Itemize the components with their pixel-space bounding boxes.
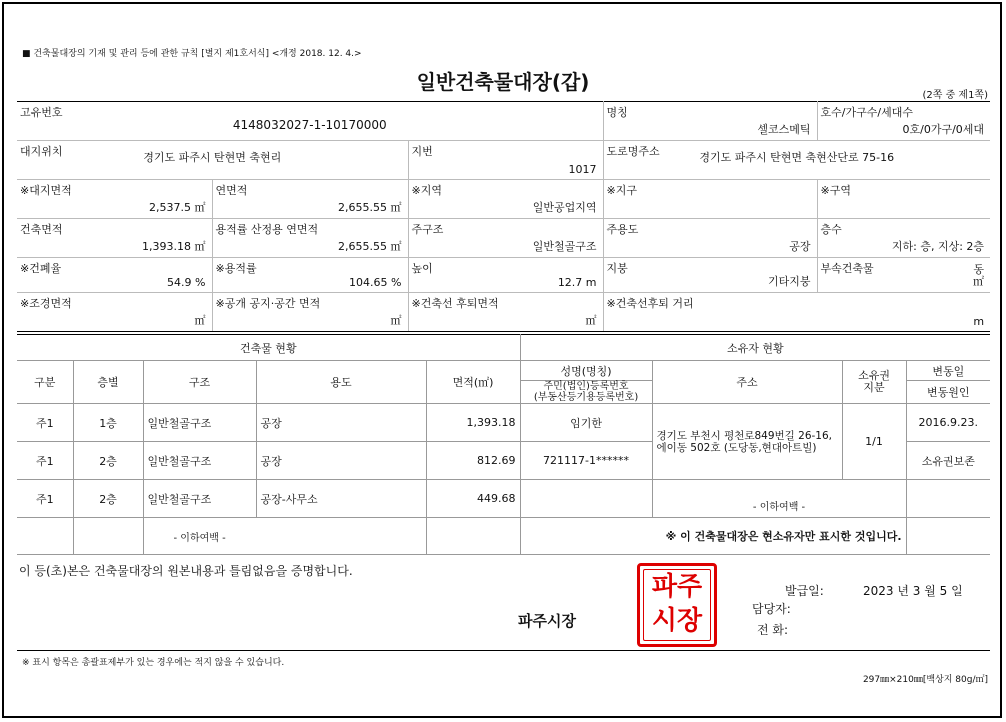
seal-line1: 파주 bbox=[651, 572, 703, 602]
units-cell bbox=[817, 102, 990, 141]
change-date-header: 변동일 bbox=[906, 361, 990, 381]
floors-value: 지하: 층, 지상: 2층 bbox=[891, 240, 985, 253]
change-reason-header: 변동원인 bbox=[906, 381, 990, 404]
annex-count: 동 bbox=[973, 263, 985, 276]
landscape-value: ㎡ bbox=[194, 314, 206, 327]
owner-id-header bbox=[520, 381, 652, 404]
page-title: 일반건축물대장(갑) bbox=[416, 70, 590, 94]
owner-share: 1/1 bbox=[842, 404, 906, 480]
annex-area: ㎡ bbox=[973, 275, 985, 288]
far-area-value: 2,655.55 ㎡ bbox=[338, 240, 402, 253]
setback-area-value: ㎡ bbox=[585, 314, 597, 327]
use-label: 주용도 bbox=[606, 223, 639, 236]
table-row bbox=[17, 404, 990, 442]
owner-notice: ※ 이 건축물대장은 현소유자만 표시한 것입니다. bbox=[520, 518, 906, 555]
building-area-cell bbox=[17, 219, 212, 258]
page-info: (2쪽 중 제1쪽) bbox=[922, 90, 988, 101]
name-cell bbox=[603, 102, 817, 141]
far-area-cell bbox=[212, 219, 408, 258]
site-cell bbox=[17, 141, 408, 180]
height-cell bbox=[408, 258, 603, 293]
share-header-line1: 소유권 bbox=[858, 369, 890, 382]
far-value: 104.65 % bbox=[349, 276, 402, 289]
row2-type: 주1 bbox=[17, 442, 73, 480]
district-cell bbox=[603, 180, 817, 219]
floor-area-value: 2,655.55 ㎡ bbox=[338, 201, 402, 214]
issuer-name: 파주시장 bbox=[518, 612, 576, 630]
owner-change-reason: 소유권보존 bbox=[906, 442, 990, 480]
row1-use: 공장 bbox=[256, 404, 426, 442]
open-space-value: ㎡ bbox=[390, 314, 402, 327]
empty-cell bbox=[17, 518, 73, 555]
use-value: 공장 bbox=[789, 240, 811, 253]
structure-label: 주구조 bbox=[411, 223, 444, 236]
height-value: 12.7 m bbox=[557, 276, 597, 289]
land-area-label: ※대지면적 bbox=[20, 184, 72, 197]
col-use-header: 용도 bbox=[256, 361, 426, 404]
empty-cell bbox=[426, 518, 520, 555]
site-label: 대지위치 bbox=[20, 145, 63, 158]
building-area-value: 1,393.18 ㎡ bbox=[142, 240, 206, 253]
owner-address-header: 주소 bbox=[652, 361, 842, 404]
row1-area: 1,393.18 bbox=[426, 404, 520, 442]
bcr-cell bbox=[17, 258, 212, 293]
far-cell bbox=[212, 258, 408, 293]
empty-cell bbox=[906, 518, 990, 555]
row3-structure: 일반철골구조 bbox=[143, 480, 256, 518]
district-label: ※지구 bbox=[606, 184, 637, 197]
height-label: 높이 bbox=[411, 262, 433, 275]
road-value: 경기도 파주시 탄현면 축현산단로 75-16 bbox=[699, 151, 895, 164]
col-structure-header: 구조 bbox=[143, 361, 256, 404]
units-label: 호수/가구수/세대수 bbox=[820, 106, 913, 119]
owner-status-header: 소유자 현황 bbox=[520, 335, 990, 361]
row1-type: 주1 bbox=[17, 404, 73, 442]
bcr-value: 54.9 % bbox=[167, 276, 206, 289]
issue-date-value: 2023 년 3 월 5 일 bbox=[863, 584, 963, 598]
row2-structure: 일반철골구조 bbox=[143, 442, 256, 480]
seal-line2: 시장 bbox=[651, 606, 703, 636]
row3-area: 449.68 bbox=[426, 480, 520, 518]
setback-area-cell bbox=[408, 293, 603, 332]
far-label: ※용적률 bbox=[215, 262, 257, 275]
land-area-value: 2,537.5 ㎡ bbox=[149, 201, 206, 214]
empty-cell bbox=[73, 518, 143, 555]
unique-no-label: 고유번호 bbox=[20, 106, 63, 119]
setback-dist-value: m bbox=[973, 315, 985, 328]
unique-no-cell bbox=[17, 102, 603, 141]
floors-cell bbox=[817, 219, 990, 258]
footer-note: ※ 표시 항목은 총괄표제부가 있는 경우에는 적지 않을 수 있습니다. bbox=[22, 658, 285, 668]
certification-text: 이 등(초)본은 건축물대장의 원본내용과 틀림없음을 증명합니다. bbox=[19, 564, 353, 578]
id-header-line2: (부동산등기용등록번호) bbox=[533, 392, 639, 403]
region-label: ※지역 bbox=[411, 184, 442, 197]
region-value: 일반공업지역 bbox=[532, 201, 597, 214]
bcr-label: ※건폐율 bbox=[20, 262, 62, 275]
site-value: 경기도 파주시 탄현면 축현리 bbox=[143, 151, 282, 164]
structure-cell bbox=[408, 219, 603, 258]
id-header-line1: 주민(법인)등록번호 bbox=[543, 381, 629, 392]
row3-type: 주1 bbox=[17, 480, 73, 518]
setback-area-label: ※건축선 후퇴면적 bbox=[411, 297, 499, 310]
floor-area-label: 연면적 bbox=[215, 184, 248, 197]
roof-value: 기타지붕 bbox=[768, 275, 811, 288]
building-end-mark: - 이하여백 - bbox=[143, 518, 426, 555]
col-type-header: 구분 bbox=[17, 361, 73, 404]
building-area-label: 건축면적 bbox=[20, 223, 63, 236]
roof-label: 지붕 bbox=[606, 262, 628, 275]
setback-dist-label: ※건축선후퇴 거리 bbox=[606, 297, 694, 310]
unique-no-value: 4148032027-1-10170000 bbox=[232, 118, 387, 132]
landscape-cell bbox=[17, 293, 212, 332]
owner-name-header: 성명(명칭) bbox=[520, 361, 652, 381]
building-status-header: 건축물 현황 bbox=[17, 335, 520, 361]
structure-value: 일반철골구조 bbox=[532, 240, 597, 253]
floor-area-cell bbox=[212, 180, 408, 219]
seal-inner bbox=[643, 569, 711, 641]
name-value: 셀코스메틱 bbox=[757, 123, 811, 136]
roof-cell bbox=[603, 258, 817, 293]
owner-id: 721117-1****** bbox=[520, 442, 652, 480]
zone-label: ※구역 bbox=[820, 184, 851, 197]
owner-address: 경기도 부천시 평천로849번길 26-16, 에이동 502호 (도당동,현대아트빌) bbox=[652, 404, 842, 480]
issue-date-label: 발급일: bbox=[785, 584, 824, 598]
floors-label: 층수 bbox=[820, 223, 842, 236]
setback-dist-cell bbox=[603, 293, 990, 332]
owner-change-date: 2016.9.23. bbox=[906, 404, 990, 442]
zone-cell bbox=[817, 180, 990, 219]
open-space-label: ※공개 공지·공간 면적 bbox=[215, 297, 321, 310]
official-seal-image bbox=[637, 563, 717, 647]
annex-label: 부속건축물 bbox=[820, 262, 874, 275]
use-cell bbox=[603, 219, 817, 258]
lot-label: 지번 bbox=[411, 145, 433, 158]
table-row bbox=[17, 480, 990, 518]
units-value: 0호/0가구/0세대 bbox=[902, 123, 985, 136]
footer-divider bbox=[17, 650, 990, 651]
paper-spec: 297㎜×210㎜[백상지 80g/㎡] bbox=[862, 675, 988, 685]
far-area-label: 용적률 산정용 연면적 bbox=[215, 223, 319, 236]
land-area-cell bbox=[17, 180, 212, 219]
row1-structure: 일반철골구조 bbox=[143, 404, 256, 442]
region-cell bbox=[408, 180, 603, 219]
row2-area: 812.69 bbox=[426, 442, 520, 480]
row2-use: 공장 bbox=[256, 442, 426, 480]
owner-empty-cell bbox=[520, 480, 652, 518]
owner-share-header bbox=[842, 361, 906, 404]
regulation-text: ■ 건축물대장의 기재 및 관리 등에 관한 규칙 [별지 제1호서식] <개정 2018. 12. 4.> bbox=[22, 49, 362, 59]
annex-cell bbox=[817, 258, 990, 293]
row3-use: 공장-사무소 bbox=[256, 480, 426, 518]
lot-cell bbox=[408, 141, 603, 180]
col-area-header: 면적(㎡) bbox=[426, 361, 520, 404]
owner-end-mark: - 이하여백 - bbox=[652, 480, 906, 518]
row3-floor: 2층 bbox=[73, 480, 143, 518]
phone-label: 전 화: bbox=[757, 623, 789, 637]
share-header-line2: 지분 bbox=[863, 381, 885, 394]
lot-value: 1017 bbox=[568, 163, 597, 176]
officer-label: 담당자: bbox=[752, 602, 791, 616]
owner-empty-cell bbox=[906, 480, 990, 518]
col-floor-header: 층별 bbox=[73, 361, 143, 404]
table-row bbox=[17, 518, 990, 555]
name-label: 명칭 bbox=[606, 106, 628, 119]
road-cell bbox=[603, 141, 990, 180]
owner-name: 임기한 bbox=[520, 404, 652, 442]
road-label: 도로명주소 bbox=[606, 145, 660, 158]
row1-floor: 1층 bbox=[73, 404, 143, 442]
basic-info-table bbox=[17, 101, 990, 332]
row2-floor: 2층 bbox=[73, 442, 143, 480]
landscape-label: ※조경면적 bbox=[20, 297, 72, 310]
open-space-cell bbox=[212, 293, 408, 332]
status-table bbox=[17, 334, 990, 555]
